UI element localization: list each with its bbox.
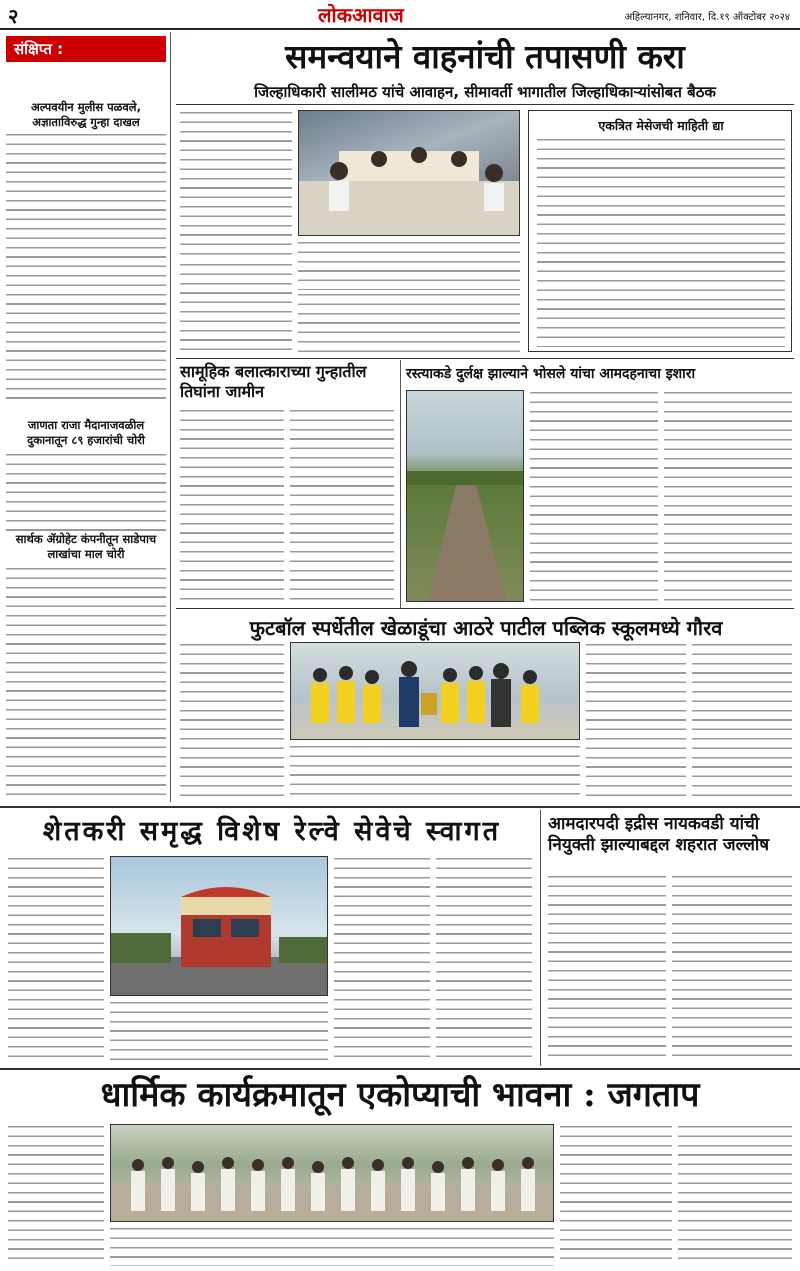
story4-body bbox=[180, 642, 284, 800]
meeting-photo-icon bbox=[299, 111, 520, 236]
story4-headline: फुटबॉल स्पर्धेतील खेळाडूंचा आठरे पाटील पब्लिक स्कूलमध्ये गौरव bbox=[249, 616, 723, 640]
info-box-title: एकत्रित मेसेजची माहिती द्या bbox=[598, 118, 724, 133]
masthead: लोकआवाज bbox=[318, 3, 404, 27]
brief-section-title: संक्षिप्त : bbox=[6, 36, 166, 62]
lead-photo bbox=[298, 110, 520, 236]
story5-body bbox=[8, 856, 104, 1062]
story2-body bbox=[180, 408, 284, 604]
group-photo-icon bbox=[111, 1125, 554, 1222]
story3-body bbox=[664, 390, 792, 602]
lead-body-col bbox=[298, 292, 520, 352]
story5-headline: शेतकरी समृद्ध विशेष रेल्वे सेवेचे स्वागत bbox=[42, 816, 502, 847]
lead-body-col bbox=[180, 110, 292, 260]
team-photo-icon bbox=[291, 643, 580, 740]
brief-item-title: अल्पवयीन मुलीस पळवले, अज्ञाताविरुद्ध गुन्हा दाखल bbox=[31, 100, 141, 129]
page-header bbox=[0, 0, 800, 30]
brief-item-body bbox=[6, 132, 166, 404]
story7-body bbox=[8, 1124, 104, 1266]
story2-headline: सामूहिक बलात्काराच्या गुन्हातील तिघांना जामीन bbox=[180, 362, 367, 401]
story4-body bbox=[586, 642, 686, 800]
info-box-body bbox=[537, 137, 785, 347]
story7-body bbox=[560, 1124, 672, 1266]
brief-item-body bbox=[6, 566, 166, 798]
story7-body bbox=[110, 1226, 554, 1266]
story6-body bbox=[672, 874, 792, 1062]
lead-body-col bbox=[180, 262, 292, 352]
dateline: अहिल्यानगर, शनिवार, दि.१९ ऑक्टोबर २०२४ bbox=[624, 12, 790, 23]
page-number: २ bbox=[8, 4, 19, 28]
story3-body bbox=[530, 390, 658, 602]
column-divider bbox=[170, 32, 171, 802]
story4-body bbox=[692, 642, 792, 800]
brief-item-title: सार्थक ॲग्रोहेट कंपनीतून साडेपाच लाखांचा माल चोरी bbox=[6, 532, 166, 562]
football-photo bbox=[290, 642, 580, 740]
lead-headline: समन्वयाने वाहनांची तपासणी करा bbox=[285, 37, 685, 76]
story5-body bbox=[436, 856, 532, 1062]
story6-body bbox=[548, 874, 666, 1062]
story5-body bbox=[110, 1000, 328, 1062]
road-photo bbox=[406, 390, 524, 602]
train-photo-icon bbox=[111, 857, 328, 996]
story7-body bbox=[678, 1124, 792, 1266]
info-box bbox=[528, 110, 792, 352]
road-photo-icon bbox=[407, 391, 524, 602]
story2-body bbox=[290, 408, 394, 604]
religious-event-photo bbox=[110, 1124, 554, 1222]
story3-headline: रस्त्याकडे दुर्लक्ष झाल्याने भोसले यांचा आमदहनाचा इशारा bbox=[406, 366, 696, 382]
brief-item-title: जाणता राजा मैदानाजवळील दुकानातून ८९ हजारांची चोरी bbox=[27, 418, 145, 447]
story7-headline: धार्मिक कार्यक्रमातून एकोप्याची भावना : जगताप bbox=[100, 1075, 700, 1115]
story6-headline: आमदारपदी इद्रीस नायकवडी यांची नियुक्ती झाल्याबद्दल शहरात जल्लोष bbox=[548, 814, 770, 855]
lead-subhead: जिल्हाधिकारी सालीमठ यांचे आवाहन, सीमावर्ती भागातील जिल्हाधिकाऱ्यांसोबत बैठक bbox=[254, 83, 716, 101]
lead-body-col bbox=[298, 240, 520, 290]
story5-body bbox=[334, 856, 430, 1062]
train-photo bbox=[110, 856, 328, 996]
story4-body bbox=[290, 744, 580, 800]
